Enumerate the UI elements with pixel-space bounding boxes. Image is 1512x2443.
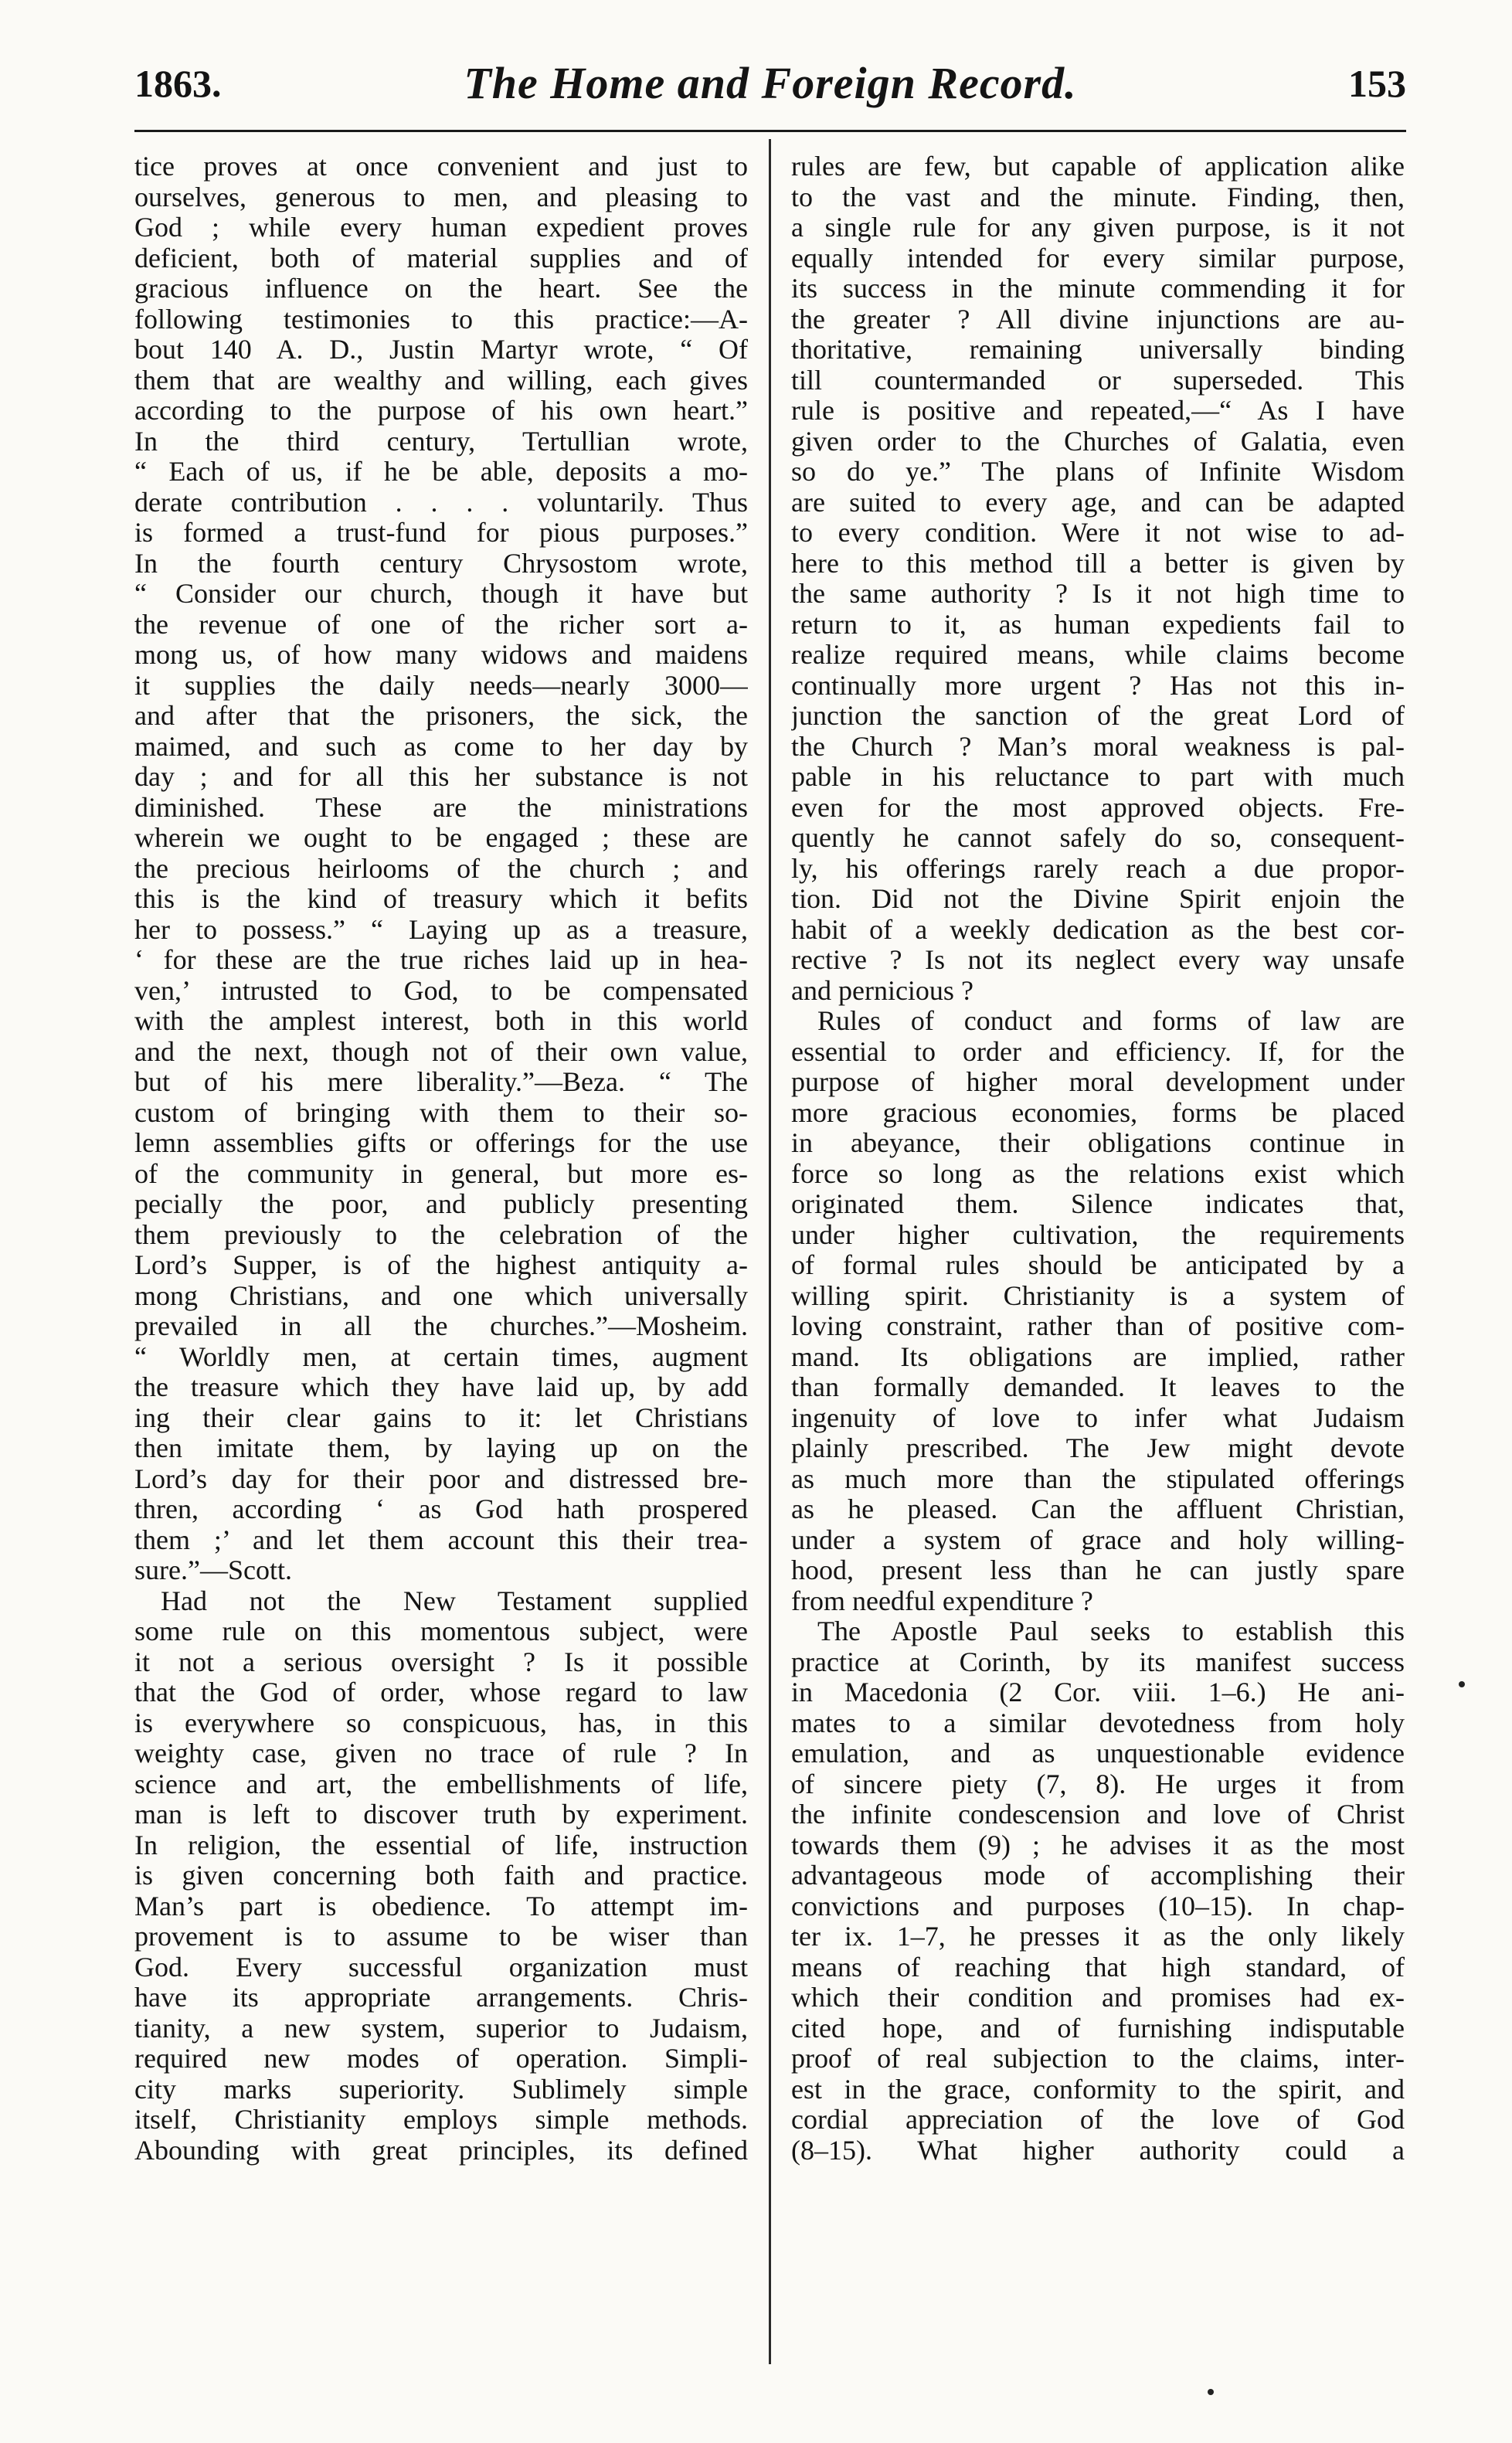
text-line: with the amplest interest, both in this world (134, 1006, 748, 1036)
text-line: pable in his reluctance to part with much (791, 762, 1405, 792)
text-line: hood, present less than he can justly spare (791, 1555, 1405, 1585)
text-line: Had not the New Testament supplied (161, 1585, 748, 1616)
text-line: ‘ for these are the true riches laid up in hea- (134, 945, 748, 975)
text-line: willing spirit. Christianity is a system of (791, 1280, 1405, 1311)
text-line: as he pleased. Can the affluent Christian, (791, 1494, 1405, 1524)
text-line: the revenue of one of the richer sort a- (134, 609, 748, 640)
text-line: ingenuity of love to infer what Judaism (791, 1402, 1405, 1433)
text-line: “ Each of us, if he be able, deposits a mo- (134, 457, 748, 487)
text-line: In religion, the essential of life, instruction (134, 1830, 748, 1860)
text-line: rective ? Is not its neglect every way unsafe (791, 945, 1405, 975)
text-line: rules are few, but capable of application alike (791, 151, 1405, 182)
text-line: tianity, a new system, superior to Judaism, (134, 2013, 748, 2044)
text-line: originated them. Silence indicates that, (791, 1189, 1405, 1219)
text-line: cordial appreciation of the love of God (791, 2105, 1405, 2135)
text-line: tion. Did not the Divine Spirit enjoin the (791, 884, 1405, 914)
text-line: proof of real subjection to the claims, inter- (791, 2044, 1405, 2074)
text-line: pecially the poor, and publicly presenting (134, 1189, 748, 1219)
text-line: more gracious economies, forms be placed (791, 1097, 1405, 1128)
text-line: thoritative, remaining universally binding (791, 335, 1405, 365)
text-line: maimed, and such as come to her day by (134, 731, 748, 762)
text-line: practice at Corinth, by its manifest success (791, 1646, 1405, 1677)
text-line: derate contribution . . . . voluntarily. Thus (134, 487, 748, 518)
text-line: the greater ? All divine injunctions are au- (791, 304, 1405, 335)
text-line: the same authority ? Is it not high time to (791, 579, 1405, 609)
text-line: means of reaching that high standard, of (791, 1952, 1405, 1983)
text-line: convictions and purposes (10–15). In chap- (791, 1891, 1405, 1921)
header-year: 1863. (134, 62, 222, 105)
text-line: purpose of higher moral development under (791, 1067, 1405, 1097)
text-line: and the next, though not of their own value, (134, 1036, 748, 1067)
text-line: in Macedonia (2 Cor. viii. 1–6.) He ani- (791, 1677, 1405, 1707)
text-line: custom of bringing with them to their so- (134, 1097, 748, 1128)
text-line: ven,’ intrusted to God, to be compensated (134, 975, 748, 1006)
text-line: so do ye.” The plans of Infinite Wisdom (791, 457, 1405, 487)
text-line: Lord’s Supper, is of the highest antiquity a- (134, 1250, 748, 1280)
text-line: them that are wealthy and willing, each gives (134, 365, 748, 396)
text-line: thren, according ‘ as God hath prospered (134, 1494, 748, 1524)
text-line: cited hope, and of furnishing indisputable (791, 2013, 1405, 2044)
text-line: towards them (9) ; he advises it as the most (791, 1830, 1405, 1860)
text-line: ter ix. 1–7, he presses it as the only likely (791, 1921, 1405, 1952)
text-line: mand. Its obligations are implied, rather (791, 1341, 1405, 1372)
text-line: “ Worldly men, at certain times, augment (134, 1341, 748, 1372)
margin-mark (1459, 1681, 1465, 1687)
text-line: them ;’ and let them account this their trea- (134, 1524, 748, 1555)
text-line: Rules of conduct and forms of law are (817, 1006, 1405, 1036)
text-line: weighty case, given no trace of rule ? In (134, 1738, 748, 1769)
text-line: In the third century, Tertullian wrote, (134, 426, 748, 457)
text-line: est in the grace, conformity to the spirit, and (791, 2074, 1405, 2105)
left-paragraph-1 (134, 151, 748, 1586)
text-line: required new modes of operation. Simpli- (134, 2044, 748, 2074)
text-line: provement is to assume to be wiser than (134, 1921, 748, 1952)
text-line: her to possess.” “ Laying up as a treasure, (134, 914, 748, 945)
text-line: and pernicious ? (791, 975, 973, 1006)
text-line: this is the kind of treasury which it befits (134, 884, 748, 914)
text-line: day ; and for all this her substance is not (134, 762, 748, 792)
left-column (134, 151, 748, 2166)
text-line: here to this method till a better is given by (791, 548, 1405, 579)
text-line: are suited to every age, and can be adapted (791, 487, 1405, 518)
text-line: is formed a trust-fund for pious purposes.” (134, 518, 748, 548)
text-line: quently he cannot safely do so, consequent- (791, 823, 1405, 853)
text-line: God ; while every human expedient proves (134, 212, 748, 243)
text-line: according to the purpose of his own heart.” (134, 396, 748, 426)
text-line: in abeyance, their obligations continue in (791, 1128, 1405, 1158)
text-line: Man’s part is obedience. To attempt im- (134, 1891, 748, 1921)
text-line: advantageous mode of accomplishing their (791, 1860, 1405, 1891)
text-line: junction the sanction of the great Lord of (791, 701, 1405, 731)
text-line: Lord’s day for their poor and distressed bre- (134, 1463, 748, 1494)
text-line: loving constraint, rather than of positive com- (791, 1311, 1405, 1341)
text-line: the precious heirlooms of the church ; and (134, 853, 748, 884)
text-line: In the fourth century Chrysostom wrote, (134, 548, 748, 579)
text-line: the Church ? Man’s moral weakness is pal- (791, 731, 1405, 762)
text-line: realize required means, while claims become (791, 640, 1405, 670)
text-line: from needful expenditure ? (791, 1585, 1093, 1616)
page-number: 153 (1348, 62, 1406, 105)
text-line: “ Consider our church, though it have but (134, 579, 748, 609)
text-line: ing their clear gains to it: let Christians (134, 1402, 748, 1433)
text-line: emulation, and as unquestionable evidence (791, 1738, 1405, 1769)
text-line: God. Every successful organization must (134, 1952, 748, 1983)
text-line: as much more than the stipulated offerings (791, 1463, 1405, 1494)
right-paragraph-1 (791, 151, 1405, 1006)
text-line: of formal rules should be anticipated by a (791, 1250, 1405, 1280)
text-line: that the God of order, whose regard to law (134, 1677, 748, 1707)
text-line: the treasure which they have laid up, by add (134, 1372, 748, 1402)
text-line: of the community in general, but more es- (134, 1158, 748, 1189)
running-header (134, 53, 1406, 114)
text-line: plainly prescribed. The Jew might devote (791, 1433, 1405, 1463)
text-line: continually more urgent ? Has not this in- (791, 670, 1405, 701)
text-line: and after that the prisoners, the sick, the (134, 701, 748, 731)
text-line: have its appropriate arrangements. Chris- (134, 1983, 748, 2013)
column-divider (769, 139, 771, 2364)
text-line: some rule on this momentous subject, were (134, 1616, 748, 1646)
text-line: of sincere piety (7, 8). He urges it from (791, 1769, 1405, 1799)
text-line: till countermanded or superseded. This (791, 365, 1405, 396)
text-line: equally intended for every similar purpose, (791, 243, 1405, 274)
text-line: essential to order and efficiency. If, for the (791, 1036, 1405, 1067)
text-line: it supplies the daily needs—nearly 3000— (134, 670, 748, 701)
text-line: under a system of grace and holy willing- (791, 1524, 1405, 1555)
text-line: them previously to the celebration of the (134, 1219, 748, 1250)
text-line: deficient, both of material supplies and of (134, 243, 748, 274)
text-line: rule is positive and repeated,—“ As I have (791, 396, 1405, 426)
right-paragraph-2 (791, 1006, 1405, 1616)
text-line: a single rule for any given purpose, is it not (791, 212, 1405, 243)
text-line: it not a serious oversight ? Is it possible (134, 1646, 748, 1677)
text-line: ly, his offerings rarely reach a due propor- (791, 853, 1405, 884)
text-line: lemn assemblies gifts or offerings for the use (134, 1128, 748, 1158)
text-line: than formally demanded. It leaves to the (791, 1372, 1405, 1402)
text-line: mong Christians, and one which universally (134, 1280, 748, 1311)
text-line: then imitate them, by laying up on the (134, 1433, 748, 1463)
text-line: gracious influence on the heart. See the (134, 274, 748, 304)
footer-mark (1208, 2389, 1214, 2395)
text-line: is everywhere so conspicuous, has, in this (134, 1707, 748, 1738)
text-line: which their condition and promises had ex- (791, 1983, 1405, 2013)
text-line: (8–15). What higher authority could a (791, 2135, 1405, 2166)
text-line: science and art, the embellishments of life, (134, 1769, 748, 1799)
right-column (791, 151, 1405, 2166)
text-line: following testimonies to this practice:—A- (134, 304, 748, 335)
text-line: wherein we ought to be engaged ; these are (134, 823, 748, 853)
text-line: to the vast and the minute. Finding, then, (791, 182, 1405, 212)
text-line: man is left to discover truth by experiment. (134, 1799, 748, 1830)
text-line: habit of a weekly dedication as the best cor- (791, 914, 1405, 945)
text-line: to every condition. Were it not wise to ad- (791, 518, 1405, 548)
text-line: ourselves, generous to men, and pleasing to (134, 182, 748, 212)
left-paragraph-2 (134, 1586, 748, 2166)
header-rule (134, 130, 1406, 132)
text-line: its success in the minute commending it for (791, 274, 1405, 304)
text-line: diminished. These are the ministrations (134, 792, 748, 823)
text-line: bout 140 A. D., Justin Martyr wrote, “ Of (134, 335, 748, 365)
text-line: itself, Christianity employs simple methods. (134, 2105, 748, 2135)
text-line: given order to the Churches of Galatia, even (791, 426, 1405, 457)
text-line: sure.”—Scott. (134, 1555, 292, 1585)
text-line: but of his mere liberality.”—Beza. “ The (134, 1067, 748, 1097)
text-line: is given concerning both faith and practice. (134, 1860, 748, 1891)
text-line: mong us, of how many widows and maidens (134, 640, 748, 670)
header-title: The Home and Foreign Record. (464, 58, 1077, 108)
text-line: even for the most approved objects. Fre- (791, 792, 1405, 823)
text-line: force so long as the relations exist which (791, 1158, 1405, 1189)
text-line: mates to a similar devotedness from holy (791, 1707, 1405, 1738)
text-line: Abounding with great principles, its defined (134, 2135, 748, 2166)
text-line: under higher cultivation, the requirements (791, 1219, 1405, 1250)
text-line: city marks superiority. Sublimely simple (134, 2074, 748, 2105)
right-paragraph-3 (791, 1616, 1405, 2166)
text-line: tice proves at once convenient and just to (134, 151, 748, 182)
text-line: the infinite condescension and love of Christ (791, 1799, 1405, 1830)
text-line: The Apostle Paul seeks to establish this (817, 1616, 1405, 1646)
text-line: prevailed in all the churches.”—Mosheim. (134, 1311, 748, 1341)
text-line: return to it, as human expedients fail to (791, 609, 1405, 640)
